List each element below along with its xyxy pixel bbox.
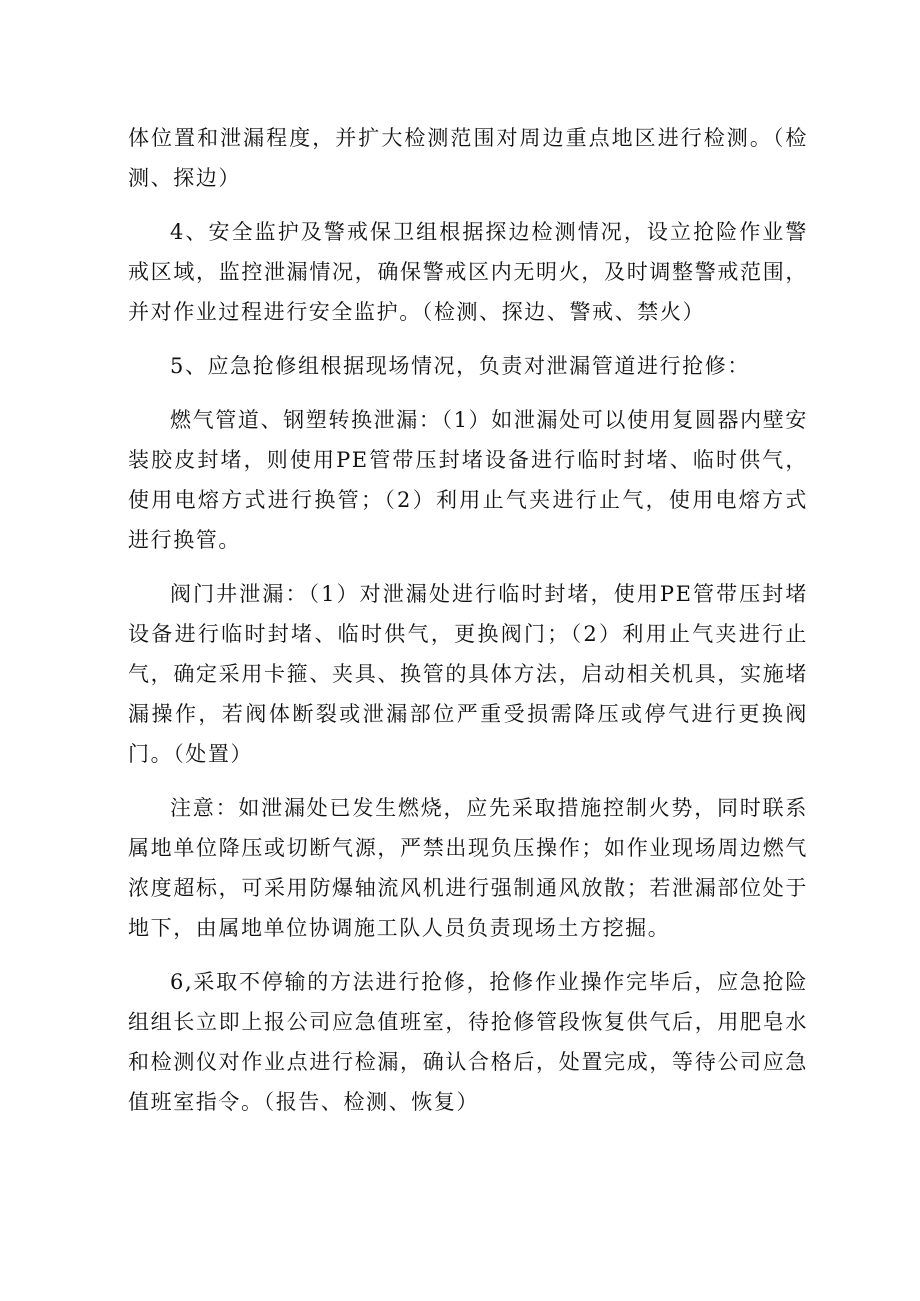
paragraph-valve-well-leak: 阀门井泄漏：（1）对泄漏处进行临时封堵，使用PE管带压封堵设备进行临时封堵、临时供气，更换阀门；（2）利用止气夹进行止气，确定采用卡箍、夹具、换管的具体方法，启动相关机具，实施堵漏操作，若阀体断裂或泄漏部位严重受损需降压或停气进行更换阀门。（处置） [128, 582, 808, 766]
paragraph-step-4-safety-guard: 4、安全监护及警戒保卫组根据探边检测情况，设立抢险作业警戒区域，监控泄漏情况，确保警戒区内无明火，及时调整警戒范围，并对作业过程进行安全监护。（检测、探边、警戒、禁火） [128, 220, 808, 324]
paragraph-continuation: 体位置和泄漏程度，并扩大检测范围对周边重点地区进行检测。（检测、探边） [128, 126, 808, 190]
paragraph-note: 注意：如泄漏处已发生燃烧，应先采取措施控制火势，同时联系属地单位降压或切断气源，严禁出现负压操作；如作业现场周边燃气浓度超标，可采用防爆轴流风机进行强制通风放散；若泄漏部位处于地下，由属地单位协调施工队人员负责现场土方挖掘。 [128, 796, 808, 940]
paragraph-step-5-repair: 5、应急抢修组根据现场情况，负责对泄漏管道进行抢修： [170, 354, 750, 378]
document-body [128, 118, 808, 1136]
paragraph-step-6-report: 6,采取不停输的方法进行抢修，抢修作业操作完毕后，应急抢险组组长立即上报公司应急值班室，待抢修管段恢复供气后，用肥皂水和检测仪对作业点进行检漏，确认合格后，处置完成，等待公司应急值班室指令。（报告、检测、恢复） [128, 970, 808, 1114]
paragraph-gas-pipe-leak: 燃气管道、钢塑转换泄漏：（1）如泄漏处可以使用复圆器内壁安装胶皮封堵，则使用PE管带压封堵设备进行临时封堵、临时供气，使用电熔方式进行换管；（2）利用止气夹进行止气，使用电熔方式进行换管。 [128, 408, 808, 552]
